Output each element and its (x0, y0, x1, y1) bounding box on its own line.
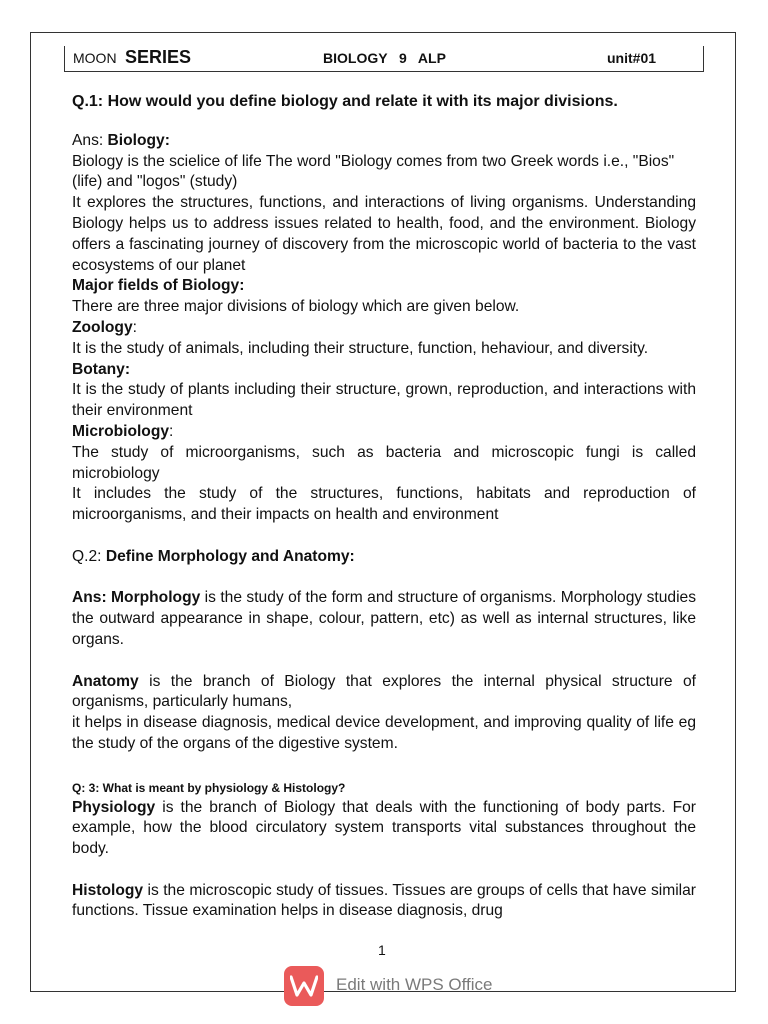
page-header (64, 46, 704, 72)
zoology-paragraph: It is the study of animals, including their structure, function, hehaviour, and diversity. (72, 339, 649, 357)
wps-w-icon (290, 975, 318, 997)
biology-paragraph-2: It explores the structures, functions, and interactions of living organisms. Understanding Biology helps us to address issues related to health, food, and the environment. Biology offers a fascinating journey of discovery from the microscopic world of bacteria to the vast ecosystems of our planet (72, 194, 696, 274)
microbiology-paragraph-1: The study of microorganisms, such as bacteria and microscopic fungi is called microbiology (72, 443, 696, 482)
morphology-label: Ans: Morphology (72, 589, 201, 607)
histology-text: is the microscopic study of tissues. Tissues are groups of cells that have similar functions. Tissue examination helps in disease diagnosis, drug (72, 881, 696, 920)
question-3: Q: 3: What is meant by physiology & Histology? (72, 780, 346, 795)
header-moon: MOON (73, 50, 117, 66)
botany-paragraph: It is the study of plants including their structure, grown, reproduction, and interactions with their environment (72, 381, 696, 420)
histology-paragraph (72, 881, 696, 923)
spacer (72, 568, 696, 589)
histology-label: Histology (72, 881, 144, 899)
spacer (72, 755, 696, 776)
anatomy-text: is the branch of Biology that explores the internal physical structure of organisms, particularly humans, (72, 672, 696, 711)
question-2 (72, 547, 696, 568)
morphology-paragraph (72, 588, 696, 650)
physiology-text: is the branch of Biology that deals with the functioning of body parts. For example, how the blood circulatory system transports vital substances throughout the body. (72, 798, 696, 858)
question-2-text: Define Morphology and Anatomy: (105, 547, 355, 565)
major-fields-paragraph: There are three major divisions of biology which are given below. (72, 298, 520, 316)
microbiology-heading (72, 422, 696, 443)
spacer (72, 651, 696, 672)
header-subject: BIOLOGY 9 ALP (323, 50, 446, 66)
spacer (72, 526, 696, 547)
answer-biology-heading (72, 131, 696, 152)
header-unit: unit#01 (607, 50, 657, 66)
header-series: SERIES (125, 47, 192, 67)
page-number: 1 (378, 942, 386, 958)
anatomy-paragraph (72, 672, 696, 714)
microbiology-title: Microbiology (72, 422, 170, 440)
question-1: Q.1: How would you define biology and relate it with its major divisions. (72, 93, 618, 110)
anatomy-paragraph-2: it helps in disease diagnosis, medical device development, and improving quality of life eg the study of the organs of the digestive system. (72, 714, 696, 752)
biology-paragraph-1: Biology is the scielice of life The word "Biology comes from two Greek words i.e., "Bios" (life) and "logos" (study) (72, 152, 675, 191)
zoology-colon: : (132, 318, 137, 336)
question-2-prefix: Q.2: (72, 547, 106, 565)
botany-heading: Botany: (72, 360, 131, 378)
anatomy-label: Anatomy (72, 672, 139, 690)
zoology-heading (72, 318, 696, 339)
physiology-label: Physiology (72, 798, 156, 816)
document-body (72, 92, 696, 922)
wps-edit-link[interactable]: Edit with WPS Office (336, 975, 493, 994)
answer-prefix: Ans: (72, 131, 108, 149)
major-fields-heading: Major fields of Biology: (72, 277, 245, 295)
morphology-text: is the study of the form and structure of organisms. Morphology studies the outward appearance in shape, colour, pattern, etc) as well as internal structures, like organs. (72, 589, 697, 648)
biology-title: Biology: (107, 131, 170, 149)
wps-logo-icon[interactable] (284, 966, 324, 1006)
microbiology-colon: : (169, 422, 174, 440)
zoology-title: Zoology (72, 318, 133, 336)
physiology-paragraph (72, 798, 696, 860)
microbiology-paragraph-2: It includes the study of the structures, functions, habitats and reproduction of microorganisms, and their impacts on health and environment (72, 485, 696, 524)
spacer (72, 860, 696, 881)
